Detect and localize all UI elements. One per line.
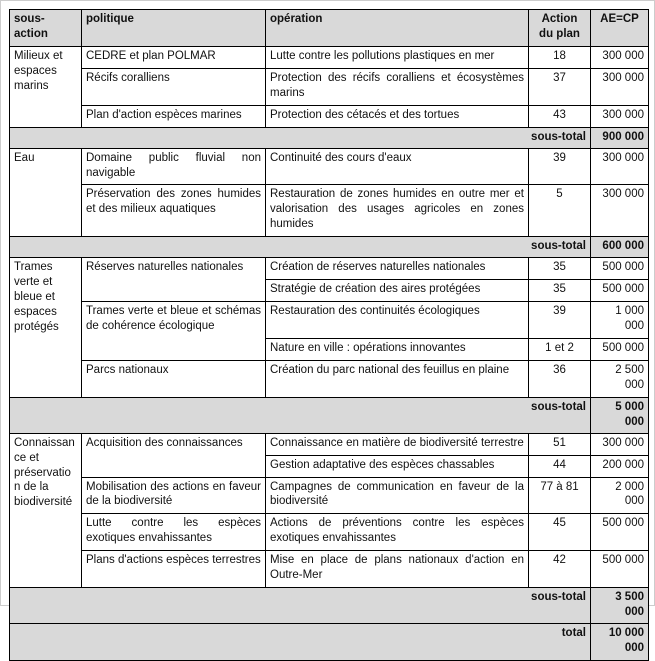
cell-action-du-plan: 5: [529, 185, 591, 237]
total-row: [10, 624, 649, 661]
cell-action-du-plan: 36: [529, 360, 591, 397]
table-row: [10, 360, 649, 397]
cell-montant: 300 000: [591, 148, 649, 185]
cell-sous-action: Trames verte et bleue et espaces protégés: [10, 258, 82, 398]
cell-action-du-plan: 51: [529, 433, 591, 455]
cell-operation: Restauration des continuités écologiques: [266, 302, 529, 339]
table-row: [10, 433, 649, 455]
budget-table: [9, 9, 649, 661]
cell-politique: Lutte contre les espèces exotiques envahissantes: [82, 514, 266, 551]
cell-montant: 500 000: [591, 514, 649, 551]
cell-politique: Acquisition des connaissances: [82, 433, 266, 477]
cell-action-du-plan: 35: [529, 258, 591, 280]
cell-operation: Campagnes de communication en faveur de la biodiversité: [266, 477, 529, 514]
subtotal-label: sous-total: [10, 237, 591, 258]
cell-montant: 500 000: [591, 551, 649, 588]
header-cell-action-du-plan: Action du plan: [529, 10, 591, 47]
table-row: [10, 46, 649, 68]
cell-politique: Plan d'action espèces marines: [82, 105, 266, 127]
subtotal-value: 600 000: [591, 237, 649, 258]
subtotal-row: [10, 397, 649, 433]
cell-politique: Récifs coralliens: [82, 68, 266, 105]
cell-action-du-plan: 43: [529, 105, 591, 127]
cell-politique: Trames verte et bleue et schémas de cohérence écologique: [82, 302, 266, 361]
table-row: [10, 514, 649, 551]
cell-montant: 200 000: [591, 455, 649, 477]
cell-operation: Création du parc national des feuillus en plaine: [266, 360, 529, 397]
cell-montant: 2 000 000: [591, 477, 649, 514]
cell-politique: Préservation des zones humides et des milieux aquatiques: [82, 185, 266, 237]
table-row: [10, 185, 649, 237]
cell-action-du-plan: 18: [529, 46, 591, 68]
header-cell-politique: politique: [82, 10, 266, 47]
cell-operation: Protection des récifs coralliens et écosystèmes marins: [266, 68, 529, 105]
table-row: [10, 477, 649, 514]
cell-montant: 300 000: [591, 46, 649, 68]
subtotal-label: sous-total: [10, 397, 591, 433]
cell-montant: 300 000: [591, 185, 649, 237]
cell-operation: Actions de préventions contre les espèces exotiques envahissantes: [266, 514, 529, 551]
table-row: [10, 258, 649, 280]
subtotal-value: 5 000 000: [591, 397, 649, 433]
cell-action-du-plan: 35: [529, 280, 591, 302]
table-row: [10, 148, 649, 185]
cell-operation: Stratégie de création des aires protégées: [266, 280, 529, 302]
cell-politique: Plans d'actions espèces terrestres: [82, 551, 266, 588]
group-connaissance-biodiversite: [10, 433, 649, 623]
group-trames-verte-et-bleue: [10, 258, 649, 433]
cell-action-du-plan: 39: [529, 302, 591, 339]
cell-montant: 300 000: [591, 68, 649, 105]
header-cell-ae-cp: AE=CP: [591, 10, 649, 47]
header-cell-operation: opération: [266, 10, 529, 47]
subtotal-value: 3 500 000: [591, 588, 649, 624]
cell-politique: CEDRE et plan POLMAR: [82, 46, 266, 68]
subtotal-label: sous-total: [10, 588, 591, 624]
total-label: total: [10, 624, 591, 661]
header-row: [10, 10, 649, 47]
total-value: 10 000 000: [591, 624, 649, 661]
cell-politique: Mobilisation des actions en faveur de la biodiversité: [82, 477, 266, 514]
table-row: [10, 302, 649, 339]
cell-action-du-plan: 44: [529, 455, 591, 477]
cell-operation: Gestion adaptative des espèces chassables: [266, 455, 529, 477]
cell-montant: 1 000 000: [591, 302, 649, 339]
cell-sous-action: Eau: [10, 148, 82, 237]
cell-action-du-plan: 39: [529, 148, 591, 185]
group-eau: [10, 148, 649, 258]
cell-operation: Mise en place de plans nationaux d'action en Outre-Mer: [266, 551, 529, 588]
subtotal-label: sous-total: [10, 127, 591, 148]
subtotal-value: 900 000: [591, 127, 649, 148]
cell-action-du-plan: 37: [529, 68, 591, 105]
cell-action-du-plan: 42: [529, 551, 591, 588]
subtotal-row: [10, 127, 649, 148]
table-row: [10, 68, 649, 105]
cell-operation: Lutte contre les pollutions plastiques en mer: [266, 46, 529, 68]
cell-operation: Protection des cétacés et des tortues: [266, 105, 529, 127]
cell-operation: Nature en ville : opérations innovantes: [266, 338, 529, 360]
cell-operation: Restauration de zones humides en outre mer et valorisation des usages agricoles en zones humides: [266, 185, 529, 237]
cell-operation: Connaissance en matière de biodiversité terrestre: [266, 433, 529, 455]
total-section: [10, 624, 649, 661]
subtotal-row: [10, 237, 649, 258]
group-milieux-et-espaces-marins: [10, 46, 649, 148]
cell-sous-action: Connaissance et préservation de la biodiversité: [10, 433, 82, 588]
cell-montant: 500 000: [591, 258, 649, 280]
table-row: [10, 105, 649, 127]
cell-operation: Création de réserves naturelles nationales: [266, 258, 529, 280]
cell-montant: 300 000: [591, 105, 649, 127]
cell-action-du-plan: 1 et 2: [529, 338, 591, 360]
cell-montant: 300 000: [591, 433, 649, 455]
cell-politique: Domaine public fluvial non navigable: [82, 148, 266, 185]
cell-montant: 2 500 000: [591, 360, 649, 397]
cell-montant: 500 000: [591, 280, 649, 302]
cell-montant: 500 000: [591, 338, 649, 360]
cell-sous-action: Milieux et espaces marins: [10, 46, 82, 127]
cell-politique: Parcs nationaux: [82, 360, 266, 397]
header-cell-sous-action: sous-action: [10, 10, 82, 47]
cell-action-du-plan: 45: [529, 514, 591, 551]
table-row: [10, 551, 649, 588]
cell-action-du-plan: 77 à 81: [529, 477, 591, 514]
cell-operation: Continuité des cours d'eaux: [266, 148, 529, 185]
cell-politique: Réserves naturelles nationales: [82, 258, 266, 302]
